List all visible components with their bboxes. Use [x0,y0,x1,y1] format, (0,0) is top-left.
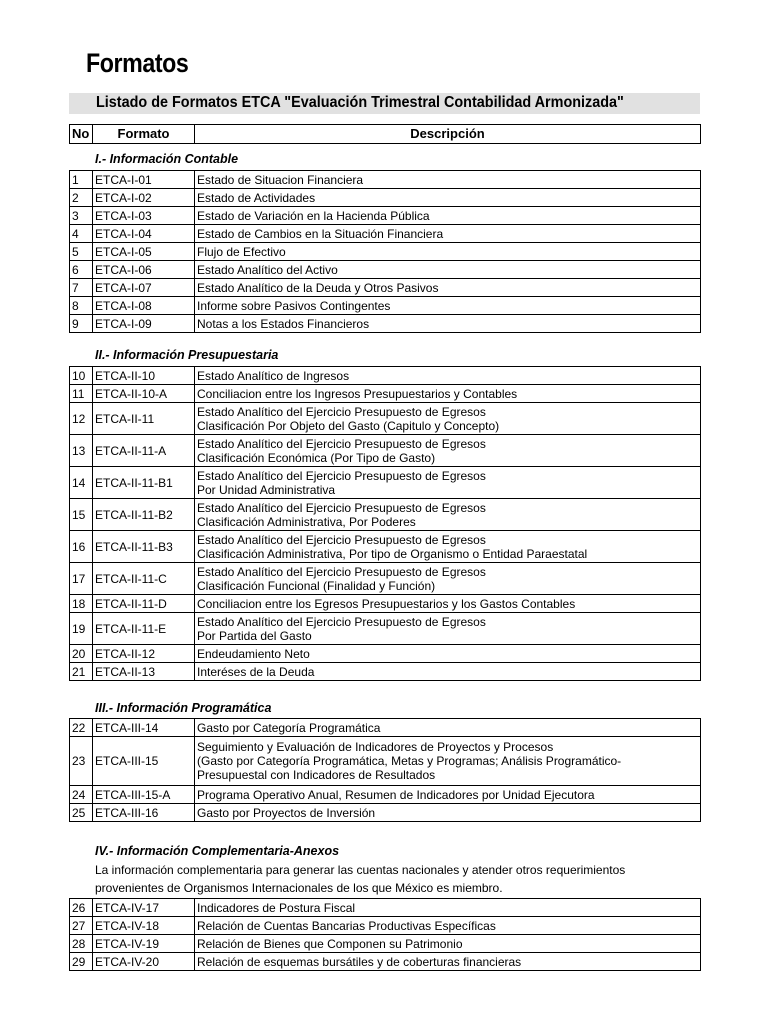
row-number: 18 [70,595,93,613]
table-row [70,595,701,613]
row-number: 28 [70,935,93,953]
description-line: Flujo de Efectivo [197,244,286,259]
format-description [195,435,701,467]
row-number: 12 [70,403,93,435]
row-number: 7 [70,279,93,297]
description-line: Estado Analítico de la Deuda y Otros Pasivos [197,280,439,295]
table-row [70,663,701,681]
description-line: Clasificación Administrativa, Por Poderes [197,514,416,529]
page-title: Formatos [86,48,189,78]
row-number: 17 [70,563,93,595]
table-row [70,613,701,645]
note-line: provenientes de Organismos Internacionales de los que México es miembro. [95,881,503,895]
table-row [70,953,701,971]
description-line: Indicadores de Postura Fiscal [197,900,356,915]
format-code: ETCA-II-11-B2 [93,499,195,531]
description-line: Endeudamiento Neto [197,646,310,661]
format-code: ETCA-II-11-A [93,435,195,467]
description-line: Clasificación Funcional (Finalidad y Función) [197,578,436,593]
format-code: ETCA-I-02 [93,189,195,207]
table-row [70,225,701,243]
table-row [70,367,701,385]
table-row [70,207,701,225]
format-code: ETCA-II-11-B1 [93,467,195,499]
format-code: ETCA-II-11-C [93,563,195,595]
description-line: Programa Operativo Anual, Resumen de Indicadores por Unidad Ejecutora [197,787,595,802]
table-row [70,467,701,499]
description-line: Clasificación Administrativa, Por tipo de Organismo o Entidad Paraestatal [197,546,588,561]
description-line: Estado Analítico del Ejercicio Presupuesto de Egresos [197,500,486,515]
format-code: ETCA-II-10-A [93,385,195,403]
row-number: 1 [70,171,93,189]
table-row [70,499,701,531]
row-number: 22 [70,719,93,737]
section-title: III.- Información Programática [95,701,272,715]
row-number: 4 [70,225,93,243]
description-line: Estado Analítico del Ejercicio Presupuesto de Egresos [197,436,486,451]
table-row [70,804,701,822]
format-description [195,243,701,261]
format-description [195,719,701,737]
format-description [195,367,701,385]
format-code: ETCA-III-14 [93,719,195,737]
table-row [70,189,701,207]
format-code: ETCA-IV-18 [93,917,195,935]
row-number: 3 [70,207,93,225]
format-description [195,786,701,804]
format-code: ETCA-I-08 [93,297,195,315]
row-number: 24 [70,786,93,804]
row-number: 19 [70,613,93,645]
column-header [69,124,701,144]
row-number: 27 [70,917,93,935]
format-description [195,385,701,403]
table-row [70,645,701,663]
description-line: Estado Analítico del Ejercicio Presupuesto de Egresos [197,532,486,547]
format-code: ETCA-I-03 [93,207,195,225]
description-line: Estado Analítico del Ejercicio Presupuesto de Egresos [197,468,486,483]
description-line: Presupuestal con Indicadores de Resultados [197,768,436,782]
format-description [195,595,701,613]
format-description [195,663,701,681]
format-description [195,207,701,225]
row-number: 10 [70,367,93,385]
format-description [195,935,701,953]
description-line: Notas a los Estados Financieros [197,316,370,331]
format-description [195,531,701,563]
table-row [70,279,701,297]
table-row [70,917,701,935]
row-number: 8 [70,297,93,315]
format-code: ETCA-IV-17 [93,899,195,917]
table-row [70,531,701,563]
format-code: ETCA-I-06 [93,261,195,279]
row-number: 11 [70,385,93,403]
description-line: Estado de Situacion Financiera [197,172,364,187]
format-description [195,225,701,243]
table-row [70,786,701,804]
description-line: Estado Analítico del Ejercicio Presupuesto de Egresos [197,614,486,629]
description-line: Estado de Cambios en la Situación Financiera [197,226,444,241]
description-line: Conciliacion entre los Egresos Presupuestarios y los Gastos Contables [197,596,576,611]
description-line: Estado Analítico del Activo [197,262,338,277]
format-code: ETCA-II-12 [93,645,195,663]
row-number: 20 [70,645,93,663]
format-description [195,563,701,595]
section-title: IV.- Información Complementaria-Anexos [95,844,340,858]
description-line: Relación de Bienes que Componen su Patrimonio [197,936,463,951]
table-row [70,403,701,435]
description-line: Clasificación Por Objeto del Gasto (Capitulo y Concepto) [197,418,500,433]
format-description [195,189,701,207]
format-code: ETCA-II-13 [93,663,195,681]
table-row [70,935,701,953]
section-note [95,861,695,897]
format-description [195,297,701,315]
description-line: Informe sobre Pasivos Contingentes [197,298,391,313]
format-description [195,917,701,935]
row-number: 16 [70,531,93,563]
format-code: ETCA-III-15-A [93,786,195,804]
section-title: I.- Información Contable [95,152,239,166]
format-code: ETCA-IV-19 [93,935,195,953]
format-code: ETCA-I-05 [93,243,195,261]
format-description [195,737,701,786]
format-code: ETCA-II-11 [93,403,195,435]
header-formato: Formato [93,125,195,144]
format-description [195,645,701,663]
format-description [195,315,701,333]
row-number: 9 [70,315,93,333]
description-line: Por Unidad Administrativa [197,482,336,497]
format-code: ETCA-II-11-E [93,613,195,645]
description-line: Por Partida del Gasto [197,628,312,643]
format-description [195,613,701,645]
section-table [69,170,701,333]
description-line: Clasificación Económica (Por Tipo de Gasto) [197,450,436,465]
description-line: Relación de Cuentas Bancarias Productivas Específicas [197,918,496,933]
table-row [70,261,701,279]
header-descripcion: Descripción [195,125,701,144]
row-number: 5 [70,243,93,261]
description-line: Gasto por Proyectos de Inversión [197,805,376,820]
description-line: Interéses de la Deuda [197,664,315,679]
row-number: 6 [70,261,93,279]
format-description [195,279,701,297]
table-row [70,297,701,315]
row-number: 13 [70,435,93,467]
format-description [195,261,701,279]
row-number: 25 [70,804,93,822]
table-row [70,737,701,786]
description-line: Estado Analítico de Ingresos [197,368,350,383]
description-line: Estado de Variación en la Hacienda Pública [197,208,430,223]
table-row [70,243,701,261]
section-table [69,898,701,971]
format-code: ETCA-IV-20 [93,953,195,971]
note-line: La información complementaria para generar las cuentas nacionales y atender otros requerimientos [95,863,626,877]
table-row [70,719,701,737]
format-code: ETCA-II-11-D [93,595,195,613]
document-subtitle [69,93,700,114]
description-line: Gasto por Categoría Programática [197,720,381,735]
format-description [195,499,701,531]
section-table [69,718,701,822]
row-number: 21 [70,663,93,681]
format-code: ETCA-I-04 [93,225,195,243]
description-line: Estado Analítico del Ejercicio Presupuesto de Egresos [197,404,486,419]
format-code: ETCA-III-16 [93,804,195,822]
subtitle-text: Listado de Formatos ETCA "Evaluación Trimestral Contabilidad Armonizada" [96,94,624,111]
description-line: Conciliacion entre los Ingresos Presupuestarios y Contables [197,386,518,401]
section-table [69,366,701,681]
format-description [195,171,701,189]
format-code: ETCA-I-01 [93,171,195,189]
row-number: 15 [70,499,93,531]
row-number: 29 [70,953,93,971]
row-number: 14 [70,467,93,499]
header-no: No [70,125,93,144]
description-line: (Gasto por Categoría Programática, Metas y Programas; Análisis Programático- [197,754,622,768]
format-description [195,899,701,917]
description-line: Estado Analítico del Ejercicio Presupuesto de Egresos [197,564,486,579]
format-code: ETCA-I-07 [93,279,195,297]
row-number: 2 [70,189,93,207]
table-row [70,435,701,467]
table-row [70,563,701,595]
format-code: ETCA-III-15 [93,737,195,786]
format-code: ETCA-II-10 [93,367,195,385]
row-number: 23 [70,737,93,786]
row-number: 26 [70,899,93,917]
format-code: ETCA-I-09 [93,315,195,333]
format-description [195,804,701,822]
description-line: Relación de esquemas bursátiles y de coberturas financieras [197,954,522,969]
table-row [70,899,701,917]
table-row [70,171,701,189]
description-line: Seguimiento y Evaluación de Indicadores de Proyectos y Procesos [197,740,554,754]
section-title: II.- Información Presupuestaria [95,348,279,362]
description-line: Estado de Actividades [197,190,316,205]
format-description [195,403,701,435]
table-row [70,315,701,333]
format-description [195,953,701,971]
format-code: ETCA-II-11-B3 [93,531,195,563]
format-description [195,467,701,499]
table-row [70,385,701,403]
